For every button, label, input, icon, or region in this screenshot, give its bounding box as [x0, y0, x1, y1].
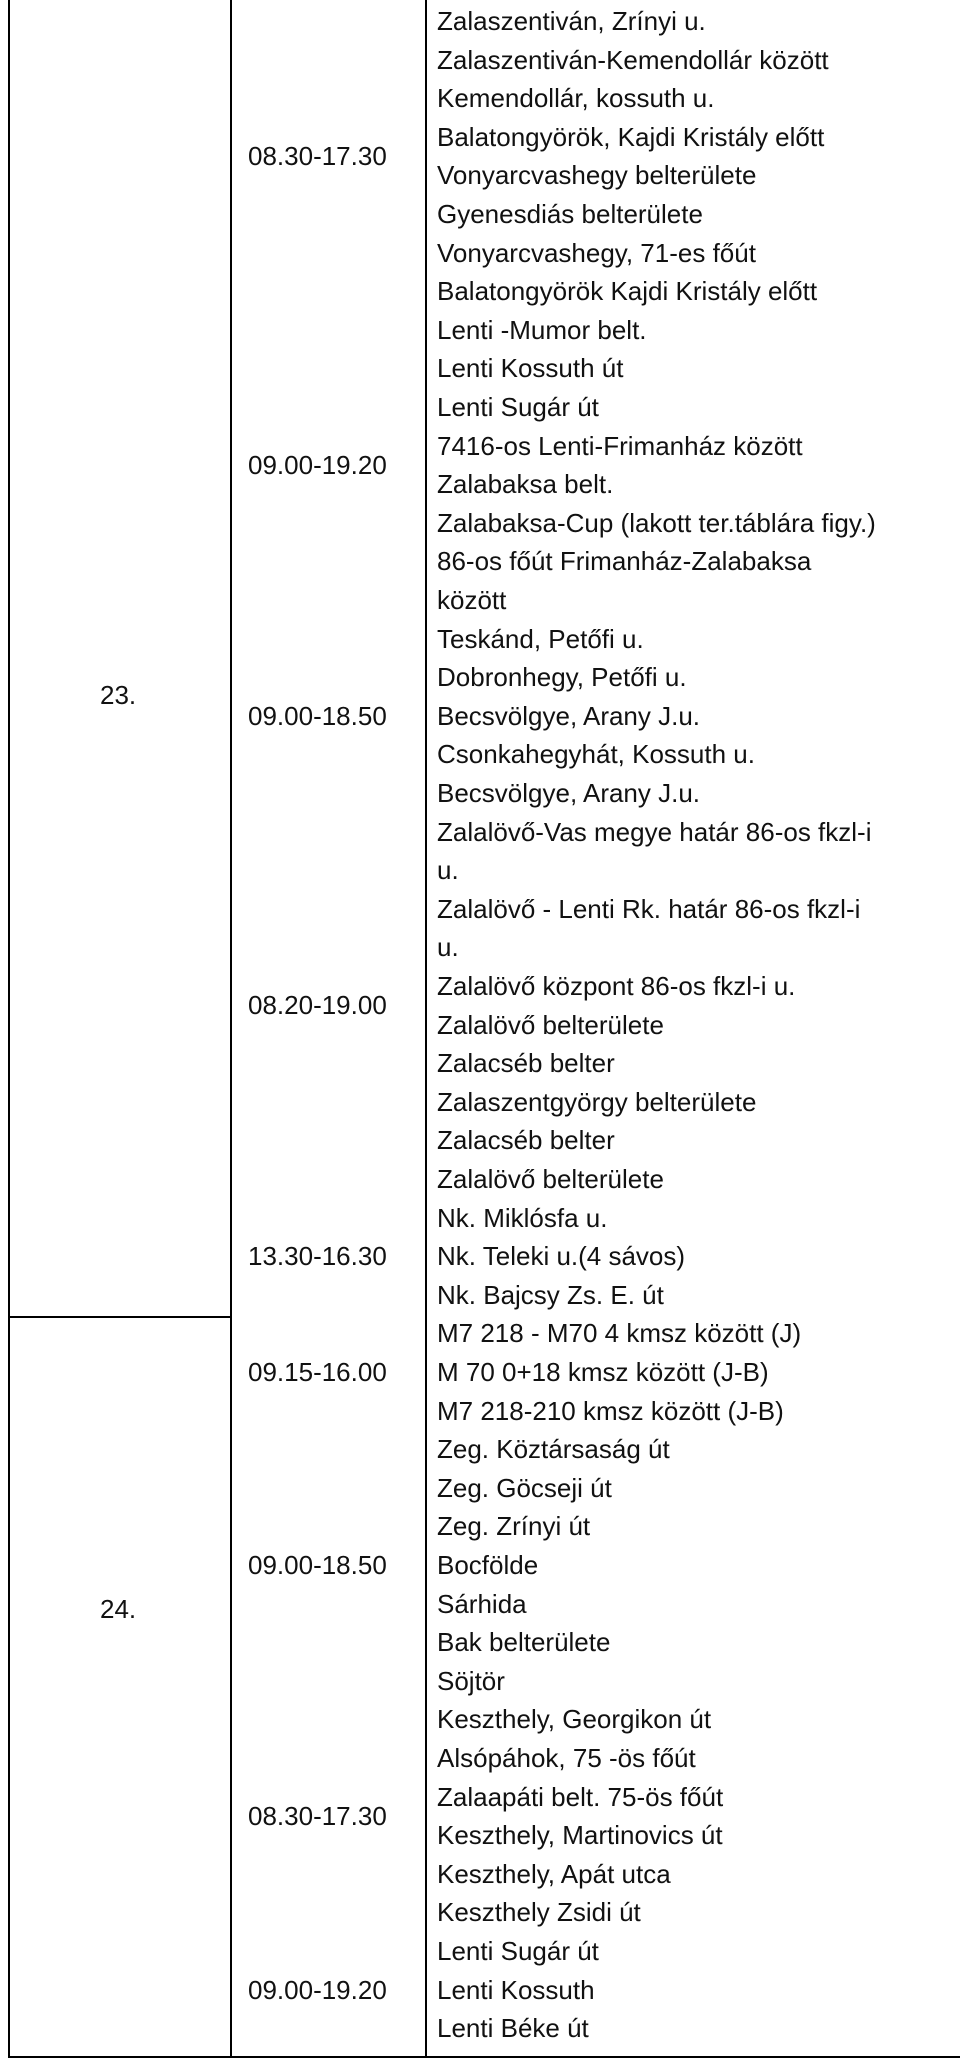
location-entry: M7 218-210 kmsz között (J-B)	[437, 1395, 784, 1426]
location-entry: Zeg. Köztársaság út	[437, 1434, 670, 1465]
location-entry: Nk. Miklósfa u.	[437, 1202, 608, 1233]
time-range: 09.00-18.50	[248, 1550, 387, 1580]
time-range: 09.00-19.20	[248, 1974, 387, 2005]
column-divider	[425, 0, 427, 2056]
location-entry: Zalalövő belterülete	[437, 1009, 664, 1040]
location-entry: Teskánd, Petőfi u.	[437, 623, 644, 654]
location-entry: Keszthely, Martinovics út	[437, 1820, 723, 1851]
location-entry: Zalacséb belter	[437, 1048, 615, 1079]
location-entry: 86-os főút Frimanház-Zalabaksa	[437, 546, 812, 577]
location-entry: között	[437, 585, 507, 615]
time-range: 09.00-18.50	[248, 700, 387, 731]
location-entry: Gyenesdiás belterülete	[437, 199, 703, 229]
location-entry: Dobronhegy, Petőfi u.	[437, 662, 687, 693]
location-entry: Lenti -Mumor belt.	[437, 314, 647, 345]
location-entry: Keszthely, Georgikon út	[437, 1704, 712, 1735]
time-range: 08.30-17.30	[248, 1800, 387, 1831]
location-entry: Zalabaksa belt.	[437, 469, 614, 500]
day-divider	[8, 1316, 230, 1318]
location-entry: Lenti Kossuth	[437, 1974, 595, 2005]
location-entry: Zalaszentiván-Kemendollár között	[437, 44, 829, 75]
location-entry: u.	[437, 855, 459, 886]
location-entry: Nk. Teleki u.(4 sávos)	[437, 1241, 686, 1272]
location-entry: Zalaapáti belt. 75-ös főút	[437, 1781, 724, 1812]
location-entry: M7 218 - M70 4 kmsz között (J)	[437, 1318, 802, 1349]
location-entry: Bocfölde	[437, 1550, 539, 1580]
location-entry: Balatongyörök, Kajdi Kristály előtt	[437, 121, 825, 152]
location-entry: Zalacséb belter	[437, 1125, 615, 1156]
location-entry: Vonyarcvashegy, 71-es főút	[437, 237, 756, 268]
time-range: 09.15-16.00	[248, 1357, 387, 1387]
location-entry: Becsvölgye, Arany J.u.	[437, 778, 701, 808]
column-divider	[230, 0, 232, 2056]
location-entry: Zalalövő belterülete	[437, 1164, 664, 1194]
location-entry: u.	[437, 932, 459, 963]
table-left-border	[8, 0, 10, 2056]
location-entry: Zeg. Göcseji út	[437, 1472, 612, 1503]
location-entry: Zeg. Zrínyi út	[437, 1511, 591, 1542]
location-entry: Balatongyörök Kajdi Kristály előtt	[437, 276, 818, 307]
time-range: 08.20-19.00	[248, 990, 387, 1021]
time-range: 13.30-16.30	[248, 1241, 387, 1272]
location-entry: Zalabaksa-Cup (lakott ter.táblára figy.)	[437, 507, 876, 538]
location-entry: Nk. Bajcsy Zs. E. út	[437, 1279, 664, 1310]
table-bottom-border	[8, 2056, 960, 2058]
location-entry: M 70 0+18 kmsz között (J-B)	[437, 1357, 769, 1387]
location-entry: Bak belterülete	[437, 1627, 611, 1658]
location-entry: Zalaszentiván, Zrínyi u.	[437, 6, 706, 36]
location-entry: Zalalövő-Vas megye határ 86-os fkzl-i	[437, 816, 872, 847]
location-entry: Keszthely, Apát utca	[437, 1858, 671, 1889]
location-entry: Lenti Sugár út	[437, 1936, 599, 1966]
time-range: 09.00-19.20	[248, 449, 387, 480]
location-entry: Keszthely Zsidi út	[437, 1897, 641, 1928]
location-entry: 7416-os Lenti-Frimanház között	[437, 430, 803, 461]
location-entry: Lenti Béke út	[437, 2013, 589, 2044]
location-entry: Zalaszentgyörgy belterülete	[437, 1086, 757, 1117]
day-label: 23.	[100, 679, 137, 710]
location-entry: Alsópáhok, 75 -ös főút	[437, 1743, 696, 1773]
location-entry: Lenti Sugár út	[437, 392, 599, 422]
time-range: 08.30-17.30	[248, 141, 387, 172]
location-entry: Lenti Kossuth út	[437, 353, 624, 384]
location-entry: Csonkahegyhát, Kossuth u.	[437, 739, 755, 770]
location-entry: Zalalövő - Lenti Rk. határ 86-os fkzl-i	[437, 893, 861, 924]
location-entry: Sárhida	[437, 1588, 527, 1619]
location-entry: Söjtör	[437, 1665, 505, 1696]
location-entry: Becsvölgye, Arany J.u.	[437, 700, 701, 731]
location-entry: Kemendollár, kossuth u.	[437, 83, 715, 114]
location-entry: Zalalövő központ 86-os fkzl-i u.	[437, 971, 796, 1001]
day-label: 24.	[100, 1594, 137, 1625]
location-entry: Vonyarcvashegy belterülete	[437, 160, 757, 191]
